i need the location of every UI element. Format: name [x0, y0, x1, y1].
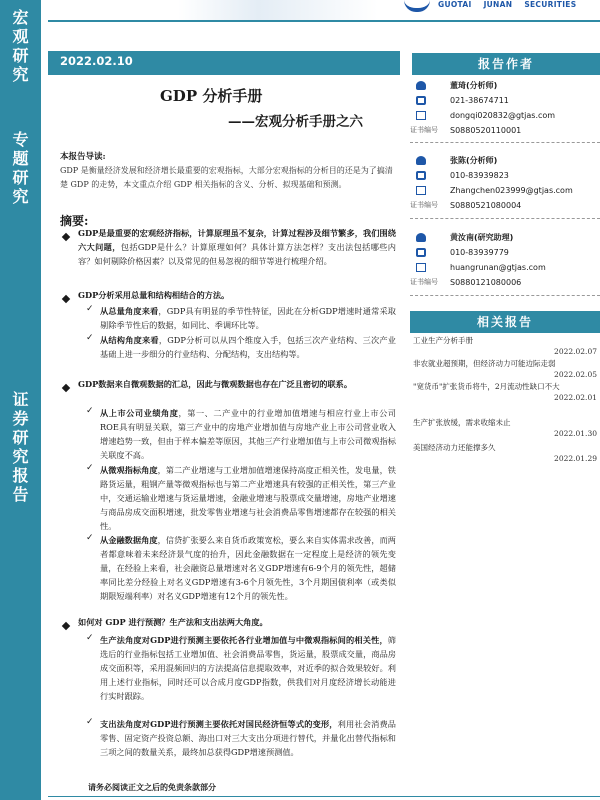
date-bar — [48, 51, 400, 75]
related-report-date: 2022.02.07 — [554, 347, 597, 356]
check-icon: ✓ — [86, 304, 94, 314]
check-icon: ✓ — [86, 533, 94, 543]
person-icon — [416, 233, 426, 242]
related-report-date: 2022.01.29 — [554, 454, 597, 463]
check-icon: ✓ — [86, 717, 94, 727]
cert-label: 证书编号 — [410, 126, 438, 134]
author-cert: S0880121080006 — [450, 278, 522, 287]
guide-text: GDP 是衡量经济发展和经济增长最重要的宏观指标，大部分宏观指标的分析目的还是为了搞清楚 GDP 的走势，本文重点介绍 GDP 相关指标的含义、分析、拟现基础和预测。 — [60, 166, 393, 189]
abstract-subpoint: 生产法角度对GDP进行预测主要依托各行业增加值与中微观指标间的相关性，筛选后的行业指标包括工业增加值、社会消费品零售，货运量，股票成交量，商品房成交面积等，采用混频回归的方法提高信息提取效率，对近季的拟合效果较好。利用上述行业指标，同时还可以合成月度GDP指数，供我们对月度经济增长动能进行实时跟踪。 — [100, 635, 396, 701]
check-icon: ✓ — [86, 463, 94, 473]
sidebar-bottom-label: 证 券 研 究 报 告 — [12, 390, 29, 504]
person-icon — [416, 156, 426, 165]
cert-label: 证书编号 — [410, 278, 438, 286]
author-name: 黄汝南(研究助理) — [450, 233, 514, 242]
mail-icon — [416, 186, 426, 195]
related-report-title[interactable]: 工业生产分析手册 — [413, 336, 473, 345]
related-heading: 相关报告 — [410, 311, 600, 333]
disclaimer-footer: 请务必阅读正文之后的免责条款部分 — [88, 782, 216, 792]
abstract-subpoint: 从微观指标角度，第二产业增速与工业增加值增速保持高度正相关性，发电量，铁路货运量，粗钢产量等微观指标也与第二产业增速具有较强的正相关性，第三产业中，交通运输业增速与货运量增速，金融业增速与股票成交量增速，房地产业增速与商品房成交面积增速，批发零售业增速与社会消费品零售增速都存在较强的相关性。 — [100, 465, 396, 531]
person-icon — [416, 81, 426, 90]
author-card — [410, 153, 600, 213]
cert-label: 证书编号 — [410, 201, 438, 209]
abstract-subpoint: 从金融数据角度，信贷扩张要么来自货币政策宽松，要么来自实体需求改善，而两者都意味着未来经济景气度的抬升，因此金融数据在一定程度上是经济的领先变量，在经验上来看，社会融资总量增速对名义GDP增速有6-9个月的领先性，超储率同比差分经验上对名义GDP增速有3-6个月领先性，3个月期国债利率（或类似期限短端利率）对名义GDP增速有12个月的领先性。 — [100, 535, 396, 601]
check-icon: ✓ — [86, 633, 94, 643]
divider — [410, 218, 600, 219]
footer-divider — [48, 796, 600, 797]
phone-icon — [416, 96, 426, 105]
author-cert: S0880520110001 — [450, 126, 522, 135]
report-date: 2022.02.10 — [60, 54, 133, 68]
guide-label: 本报告导读: — [60, 152, 106, 162]
phone-icon — [416, 248, 426, 257]
related-report-item[interactable] — [413, 442, 597, 464]
author-card — [410, 230, 600, 290]
related-report-item[interactable] — [413, 335, 597, 357]
abstract-label: 摘要: — [60, 214, 89, 228]
author-phone: 010-83939779 — [450, 248, 509, 257]
check-icon: ✓ — [86, 333, 94, 343]
author-email[interactable]: dongqi020832@gtjas.com — [450, 111, 556, 120]
header-decor-band — [178, 0, 378, 20]
abstract-subpoint: 支出法角度对GDP进行预测主要依托对国民经济恒等式的变形，利用社会消费品零售、固定资产投资总额、海出口对三大支出分项进行替代，并量化出替代指标和三项之间的数量关系，最终加总获得GDP增速预测值。 — [100, 719, 396, 757]
check-icon: ✓ — [86, 406, 94, 416]
report-subtitle: ——宏观分析手册之六 — [228, 114, 363, 130]
related-report-title[interactable]: "宽货币"扩张货币将牛，2月流动性缺口不大 — [413, 382, 560, 391]
related-report-item[interactable] — [413, 417, 597, 439]
sidebar-top-label: 宏 观 研 究 — [12, 8, 29, 84]
author-email[interactable]: Zhangchen023999@gtjas.com — [450, 186, 573, 195]
author-phone: 021-38674711 — [450, 96, 509, 105]
abstract-subpoint: 从结构角度来看，GDP分析可以从四个维度入手，包括三次产业结构、三次产业基础上进一步细分的行业结构、分配结构，支出结构等。 — [100, 335, 396, 359]
related-report-date: 2022.01.30 — [554, 429, 597, 438]
related-report-title[interactable]: 非农就业超预期，但经济动力可能边际走弱 — [413, 359, 556, 368]
author-name: 董琦(分析师) — [450, 81, 498, 90]
sidebar-mid-label: 专 题 研 究 — [12, 130, 29, 206]
related-report-date: 2022.02.05 — [554, 370, 597, 379]
abstract-subpoint: 从上市公司业绩角度，第一、二产业中的行业增加值增速与相应行业上市公司ROE具有明显关联，第三产业中的房地产业增加值与房地产业上市公司营业收入增速趋势一致，但由于样本偏差等原因，其他三产行业增加值与上市公司微观指标关联度不高。 — [100, 408, 396, 460]
header-divider — [48, 20, 600, 22]
authors-heading: 报告作者 — [412, 53, 600, 75]
report-title: GDP 分析手册 — [160, 87, 263, 105]
related-report-item[interactable] — [413, 381, 597, 403]
author-phone: 010-83939823 — [450, 171, 509, 180]
related-report-title[interactable]: 生产扩张放缓，需求收缩未止 — [413, 418, 511, 427]
logo-text: GUOTAI JUNAN SECURITIES — [438, 0, 577, 9]
abstract-point: 如何对 GDP 进行预测？生产法和支出法两大角度。 — [78, 617, 268, 627]
bullet-icon — [62, 295, 70, 303]
related-report-date: 2022.02.01 — [554, 393, 597, 402]
phone-icon — [416, 171, 426, 180]
left-sidebar — [0, 0, 41, 800]
author-cert: S0880521080004 — [450, 201, 522, 210]
divider — [410, 142, 600, 143]
author-email[interactable]: huangrunan@gtjas.com — [450, 263, 546, 272]
related-report-title[interactable]: 美国经济动力还能撑多久 — [413, 443, 496, 452]
abstract-subpoint: 从总量角度来看，GDP具有明显的季节性特征，因此在分析GDP增速时通常采取剔除季节性后的数据，如同比、季调环比等。 — [100, 306, 396, 330]
author-name: 张陈(分析师) — [450, 156, 498, 165]
author-card — [410, 78, 600, 138]
divider — [410, 295, 600, 296]
bullet-icon — [62, 233, 70, 241]
abstract-point: GDP数据来自微观数据的汇总，因此与微观数据也存在广泛且密切的联系。 — [78, 379, 353, 389]
bullet-icon — [62, 622, 70, 630]
related-report-item[interactable] — [413, 358, 597, 380]
bullet-icon — [62, 384, 70, 392]
abstract-point: GDP分析采用总量和结构相结合的方法。 — [78, 290, 230, 300]
company-logo — [404, 0, 600, 18]
logo-mark-icon — [404, 0, 430, 12]
mail-icon — [416, 111, 426, 120]
abstract-point: GDP是最重要的宏观经济指标，计算原理虽不复杂，计算过程涉及细节繁多，我们围绕六大问题，包括GDP是什么？计算原理如何？具体计算方法怎样？支出法包括哪些内容？如何剔除价格因素？以及常见的但易忽视的细节等进行梳理介绍。 — [78, 228, 396, 266]
mail-icon — [416, 263, 426, 272]
